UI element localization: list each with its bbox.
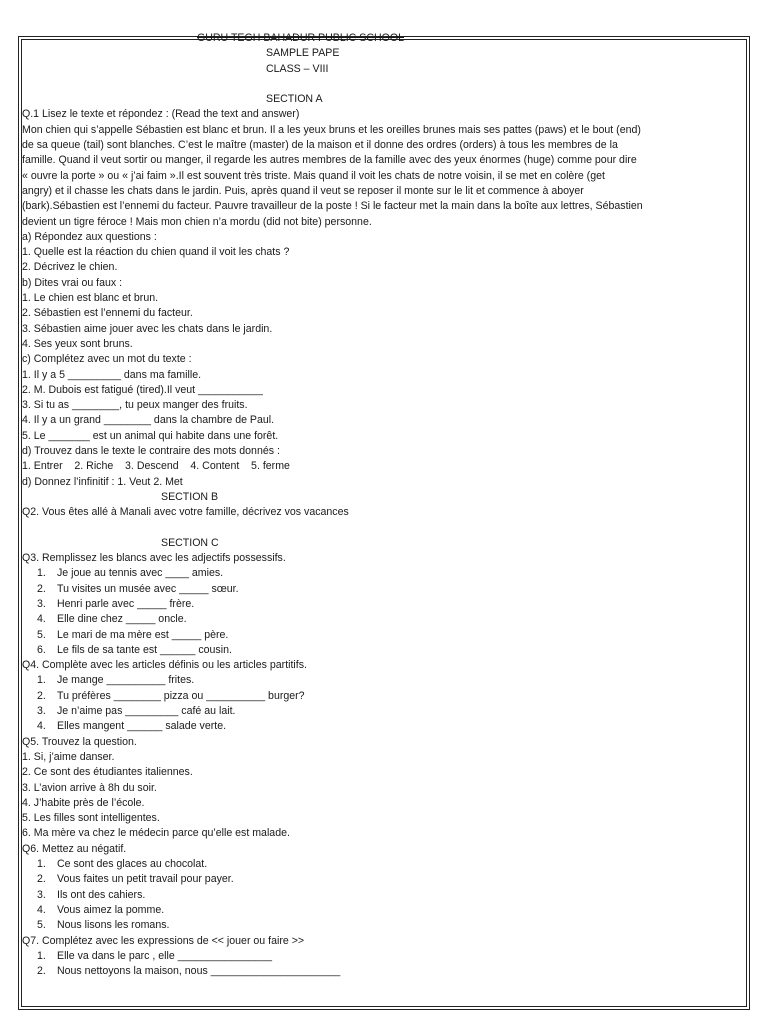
question-item: 4. Il y a un grand ________ dans la chambre de Paul. [22,414,275,427]
question-item: 2. M. Dubois est fatigué (tired).Il veut ___________ [22,383,263,396]
q4-title: Q4. Complète avec les articles définis ou les articles partitifs. [22,659,307,672]
passage-line: (bark).Sébastien est l’ennemi du facteur. Pauvre travailleur de la poste ! Si le facteur met la main dans la boîte aux lettres, Sébastien [22,200,643,213]
part-d2-line: d) Donnez l’infinitif : 1. Veut 2. Met [22,475,183,488]
passage-line: angry) et il chasse les chats dans le jardin. Puis, après quand il veut se reposer il monte sur le lit et commence à aboyer [22,184,584,197]
question-item: 1. Entrer 2. Riche 3. Descend 4. Content 5. ferme [22,460,290,473]
question-item: 5. Les filles sont intelligentes. [22,812,160,825]
list-item: 5. Nous lisons les romans. [37,919,170,932]
q2-line: Q2. Vous êtes allé à Manali avec votre famille, décrivez vos vacances [22,506,349,519]
question-item: 1. Quelle est la réaction du chien quand il voit les chats ? [22,246,290,259]
section-a-title: SECTION A [266,93,323,106]
part-b-title: b) Dites vrai ou faux : [22,276,123,289]
list-item: 4. Vous aimez la pomme. [37,903,165,916]
question-item: 6. Ma mère va chez le médecin parce qu’elle est malade. [22,827,290,840]
passage-line: famille. Quand il veut sortir ou manger, il regarde les autres membres de la famille avec des yeux énormes (huge) comme pour dire [22,154,637,167]
list-item: 6. Le fils de sa tante est ______ cousin. [37,643,232,656]
question-item: 1. Il y a 5 _________ dans ma famille. [22,368,202,381]
passage-line: de sa queue (tail) sont blanches. C’est le maître (master) de la maison et il donne des ordres (orders) à tous les membres de la [22,139,618,152]
list-item: 4. Elle dine chez _____ oncle. [37,613,187,626]
list-item: 2. Tu préfères ________ pizza ou __________ burger? [37,689,305,702]
question-item: 4. J’habite près de l’école. [22,796,145,809]
list-item: 3. Henri parle avec _____ frère. [37,597,195,610]
document-body [22,31,746,979]
list-item: 2. Tu visites un musée avec _____ sœur. [37,582,239,595]
list-item: 1. Ce sont des glaces au chocolat. [37,858,208,871]
passage-line: devient un tigre féroce ! Mais mon chien n’a mordu (did not bite) personne. [22,215,372,228]
school-name: GURU TEGH BAHADUR PUBLIC SCHOOL [197,32,405,44]
q5-title: Q5. Trouvez la question. [22,735,137,748]
section-c-title: SECTION C [161,536,219,549]
list-item: 4. Elles mangent ______ salade verte. [37,720,227,733]
list-item: 2. Nous nettoyons la maison, nous ______________________ [37,965,341,978]
question-item: 2. Décrivez le chien. [22,261,118,274]
passage-line: « ouvre la porte » ou « j’ai faim ».Il est souvent très triste. Mais quand il voit les chats de notre voisin, il se met en colère (get [22,169,605,182]
section-b-title: SECTION B [161,490,219,503]
passage-line: Mon chien qui s’appelle Sébastien est blanc et brun. Il a les yeux bruns et les oreilles brunes mais ses pattes (paws) et le bout (end) [22,123,641,136]
question-item: 1. Le chien est blanc et brun. [22,292,159,305]
question-item: 1. Si, j’aime danser. [22,750,115,763]
list-item: 3. Je n’aime pas _________ café au lait. [37,705,236,718]
part-d-title: d) Trouvez dans le texte le contraire des mots donnés : [22,445,280,458]
q6-title: Q6. Mettez au négatif. [22,842,127,855]
q7-title: Q7. Complétez avec les expressions de << jouer ou faire >> [22,934,305,947]
q1-title: Q.1 Lisez le texte et répondez : (Read the text and answer) [22,108,300,121]
question-item: 3. Si tu as ________, tu peux manger des fruits. [22,399,248,412]
paper-title: SAMPLE PAPE [266,47,340,60]
question-item: 5. Le _______ est un animal qui habite dans une forêt. [22,429,279,442]
part-a-title: a) Répondez aux questions : [22,230,157,243]
part-c-title: c) Complétez avec un mot du texte : [22,353,192,366]
question-item: 4. Ses yeux sont bruns. [22,337,133,350]
question-item: 3. Sébastien aime jouer avec les chats dans le jardin. [22,322,273,335]
list-item: 1. Je joue au tennis avec ____ amies. [37,567,224,580]
list-item: 1. Je mange __________ frites. [37,674,195,687]
question-item: 3. L’avion arrive à 8h du soir. [22,781,157,794]
q3-title: Q3. Remplissez les blancs avec les adjectifs possessifs. [22,552,286,565]
class-label: CLASS – VIII [266,62,329,75]
list-item: 5. Le mari de ma mère est _____ père. [37,628,229,641]
list-item: 1. Elle va dans le parc , elle ________________ [37,949,272,962]
list-item: 2. Vous faites un petit travail pour payer. [37,873,234,886]
question-item: 2. Sébastien est l’ennemi du facteur. [22,307,193,320]
list-item: 3. Ils ont des cahiers. [37,888,146,901]
question-item: 2. Ce sont des étudiantes italiennes. [22,766,193,779]
